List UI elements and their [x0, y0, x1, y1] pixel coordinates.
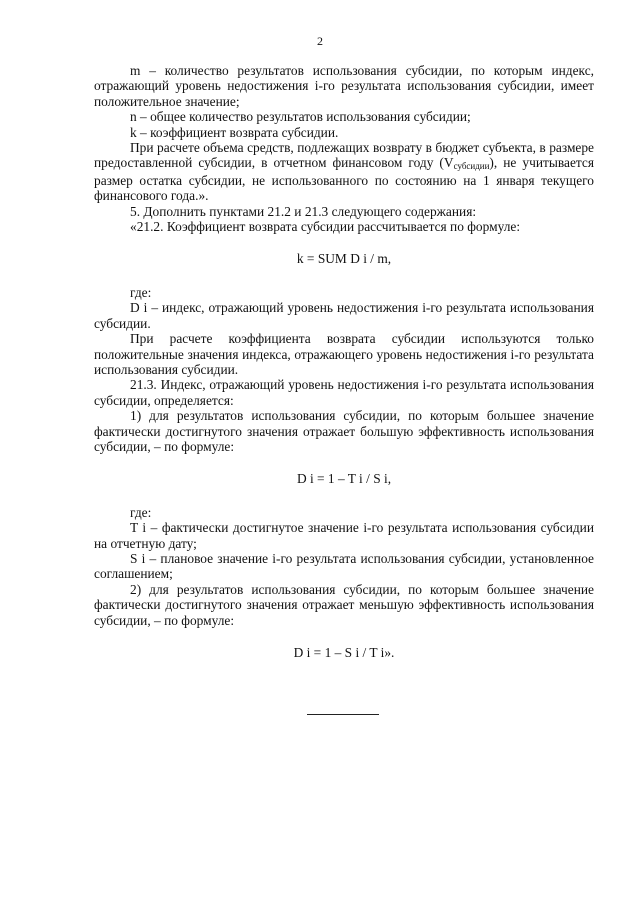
- paragraph-item-5: 5. Дополнить пунктами 21.2 и 21.3 следующего содержания:: [130, 203, 477, 219]
- where-label-1: где:: [130, 284, 152, 300]
- paragraph-21-3: 21.3. Индекс, отражающий уровень недостижения i-го результата использования субсидии, определяется:: [94, 377, 594, 408]
- paragraph-m-definition: m – количество результатов использования субсидии, по которым индекс, отражающий уровень недостижения i-го результата использования субсидии, имеет положительное значение;: [94, 63, 594, 109]
- paragraph-ti-definition: T i – фактически достигнутое значение i-го результата использования субсидии на отчетную дату;: [94, 520, 594, 551]
- calc-text-b: ), не учитывается размер остатка субсидии, не использованного по состоянию на 1 января текущего финансового года.».: [94, 155, 595, 204]
- where-label-2: где:: [130, 504, 152, 520]
- paragraph-di-definition: D i – индекс, отражающий уровень недостижения i-го результата использования субсидии.: [94, 300, 594, 331]
- end-separator-line: [307, 714, 379, 715]
- paragraph-coef-note: При расчете коэффициента возврата субсидии используются только положительные значения индекса, отражающего уровень недостижения i-го результата использования субсидии.: [94, 331, 594, 377]
- calc-text-a: При расчете объема средств, подлежащих возврату в бюджет субъекта, в размере предоставленной субсидии, в отчетном финансовом году (V: [94, 140, 594, 171]
- formula-di-2: D i = 1 – S i / T i».: [293, 645, 395, 660]
- paragraph-case-1: 1) для результатов использования субсидии, по которым большее значение фактически достигнутого значения отражает большую эффективность использования субсидии, – по формуле:: [94, 408, 594, 454]
- paragraph-case-2: 2) для результатов использования субсидии, по которым большее значение фактически достигнутого значения отражает меньшую эффективность использования субсидии, – по формуле:: [94, 581, 594, 628]
- paragraph-21-2: «21.2. Коэффициент возврата субсидии рассчитывается по формуле:: [130, 219, 521, 235]
- paragraph-calc-note: [94, 140, 594, 204]
- calc-subscript: субсидии: [453, 161, 490, 172]
- paragraph-n-definition: n – общее количество результатов использования субсидии;: [130, 109, 471, 125]
- page-number: 2: [317, 34, 323, 48]
- document-body: [94, 60, 594, 660]
- formula-k: k = SUM D i / m,: [296, 251, 392, 267]
- formula-di-1: D i = 1 – T i / S i,: [296, 471, 392, 487]
- paragraph-si-definition: S i – плановое значение i-го результата использования субсидии, установленное соглашением;: [94, 550, 594, 582]
- paragraph-k-definition: k – коэффициент возврата субсидии.: [130, 124, 339, 140]
